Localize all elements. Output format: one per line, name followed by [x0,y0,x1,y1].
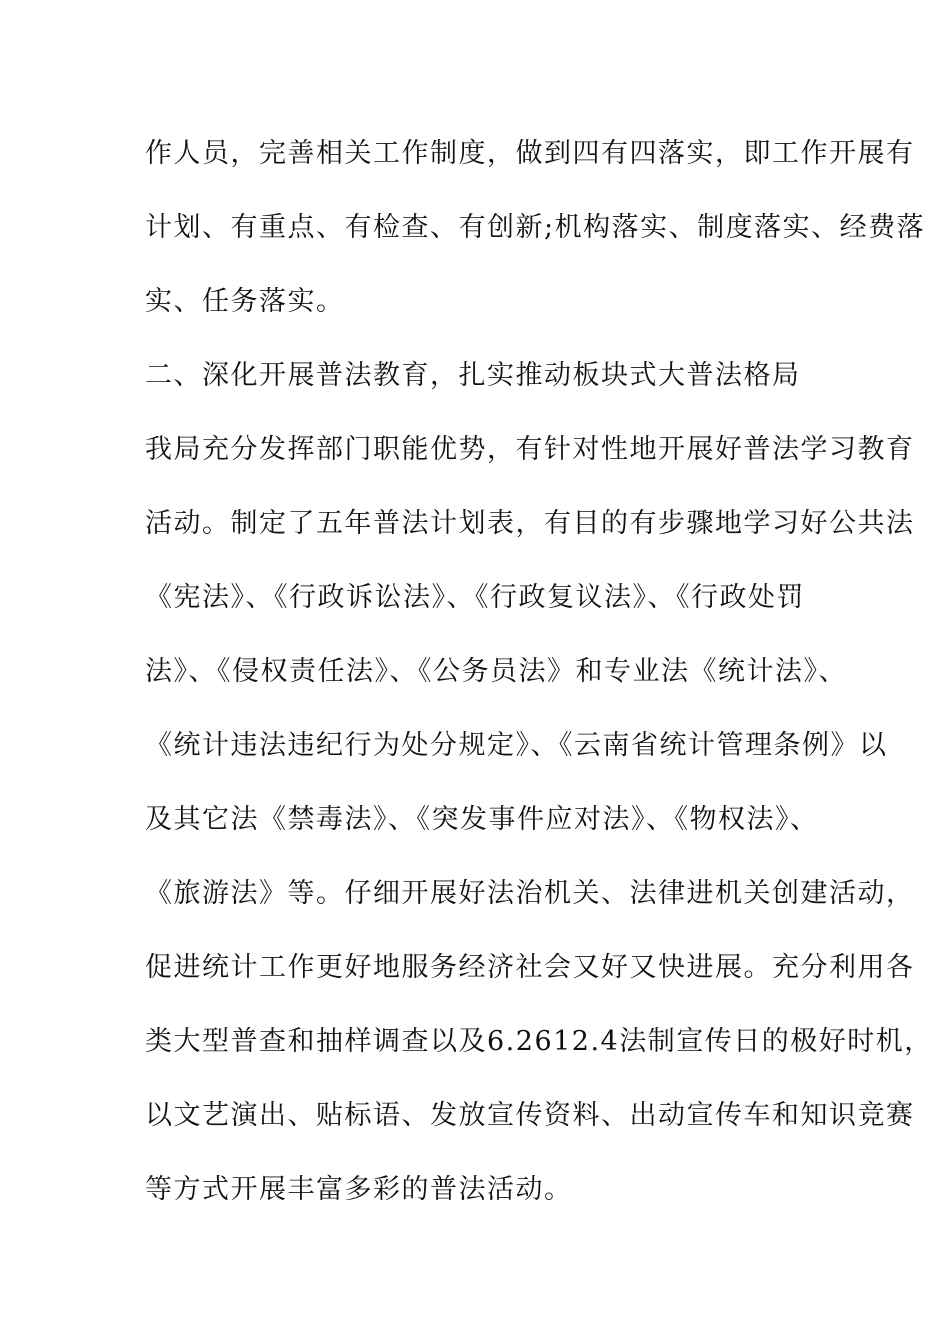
paragraph-line: 《宪法》、《行政诉讼法》、《行政复议法》、《行政处罚 [145,582,805,613]
paragraph-line: 计划、有重点、有检查、有创新;机构落实、制度落实、经费落 [145,212,926,243]
paragraph-line: 《统计违法违纪行为处分规定》、《云南省统计管理条例》以 [145,730,888,761]
paragraph-line: 实、任务落实。 [145,286,345,317]
paragraph-line: 促进统计工作更好地服务经济社会又好又快进展。充分利用各 [145,952,915,983]
paragraph-line: 以文艺演出、贴标语、发放宣传资料、出动宣传车和知识竞赛 [145,1100,915,1131]
paragraph-line: 我局充分发挥部门职能优势，有针对性地开展好普法学习教育 [145,434,915,465]
paragraph-line: 法》、《侵权责任法》、《公务员法》和专业法《统计法》、 [145,656,847,687]
paragraph-line: 类大型普查和抽样调查以及6.2612.4法制宣传日的极好时机， [145,1026,933,1057]
paragraph-line: 等方式开展丰富多彩的普法活动。 [145,1174,573,1205]
paragraph-line: 活动。制定了五年普法计划表，有目的有步骤地学习好公共法 [145,508,915,539]
paragraph-line: 及其它法《禁毒法》、《突发事件应对法》、《物权法》、 [145,804,819,835]
paragraph-line: 作人员，完善相关工作制度，做到四有四落实，即工作开展有 [145,138,915,169]
paragraph-line: 《旅游法》等。仔细开展好法治机关、法律进机关创建活动， [145,878,915,909]
section-heading: 二、深化开展普法教育，扎实推动板块式大普法格局 [145,360,801,391]
